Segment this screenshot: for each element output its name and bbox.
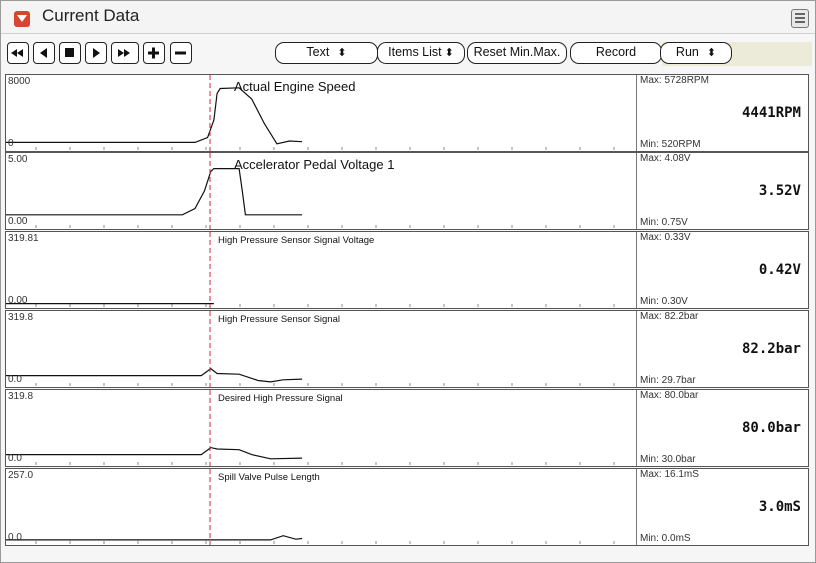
view-mode-select[interactable] (275, 42, 378, 64)
play-icon (86, 43, 106, 63)
signal-trace (6, 536, 302, 540)
y-min-label: 0 (8, 138, 14, 149)
signal-trace (6, 169, 302, 215)
title-bar (1, 1, 815, 34)
menu-icon[interactable] (791, 9, 809, 28)
step-back-button[interactable] (33, 42, 55, 64)
y-min-label: 0.0 (8, 453, 22, 464)
panel-title: High Pressure Sensor Signal (218, 314, 340, 325)
current-value: 0.42V (758, 262, 801, 278)
stop-icon (60, 43, 80, 63)
value-readout (637, 232, 808, 308)
chart-area (6, 75, 637, 151)
record-label: Record (595, 45, 637, 59)
value-readout (637, 390, 808, 466)
select-arrows-icon: ⬍ (337, 47, 347, 59)
chart-area (6, 232, 637, 308)
max-value: Max: 4.08V (640, 153, 691, 164)
panel-title: Desired High Pressure Signal (218, 393, 343, 404)
select-arrows-icon: ⬍ (706, 47, 717, 59)
stop-button[interactable] (59, 42, 81, 64)
signal-trace (6, 448, 302, 459)
view-mode-value: Text (306, 45, 330, 59)
items-list-label: Items List (388, 45, 442, 59)
panel-desired-high-pressure[interactable] (5, 389, 809, 467)
graph-panels (5, 74, 813, 550)
panel-high-pressure-sensor-voltage[interactable] (5, 231, 809, 309)
min-value: Min: 0.30V (640, 296, 688, 307)
panel-title: Accelerator Pedal Voltage 1 (234, 157, 395, 172)
panel-high-pressure-sensor-signal[interactable] (5, 310, 809, 388)
trace-svg (6, 469, 636, 545)
current-value: 82.2bar (741, 341, 801, 357)
rewind-fast-icon (8, 43, 28, 63)
y-max-label: 319.81 (8, 233, 39, 244)
max-value: Max: 0.33V (640, 232, 691, 243)
y-max-label: 319.8 (8, 391, 34, 402)
plus-icon (144, 43, 164, 63)
min-value: Min: 30.0bar (640, 454, 696, 465)
title-dropdown-icon[interactable] (14, 11, 30, 27)
select-arrows-icon: ⬍ (444, 47, 454, 59)
reset-min-max-button[interactable] (467, 42, 567, 64)
current-value: 80.0bar (741, 420, 801, 436)
current-value: 3.0mS (758, 499, 801, 515)
window-title: Current Data (42, 6, 140, 25)
panel-spill-valve-pulse-length[interactable] (5, 468, 809, 546)
value-readout (637, 153, 808, 229)
panel-title: Actual Engine Speed (234, 79, 356, 94)
min-value: Min: 29.7bar (640, 375, 696, 386)
fast-forward-button[interactable] (111, 42, 139, 64)
y-max-label: 319.8 (8, 312, 34, 323)
y-min-label: 0.00 (8, 295, 28, 306)
value-readout (637, 311, 808, 387)
chart-area (6, 153, 637, 229)
run-label: Run (675, 45, 699, 59)
chart-area (6, 390, 637, 466)
panel-title: Spill Valve Pulse Length (218, 472, 320, 483)
minus-icon (171, 43, 191, 63)
max-value: Max: 80.0bar (640, 390, 699, 401)
y-min-label: 0.0 (8, 532, 22, 543)
panel-title: High Pressure Sensor Signal Voltage (218, 235, 375, 246)
value-readout (637, 469, 808, 545)
panel-accelerator-pedal-voltage[interactable] (5, 152, 809, 230)
chart-area (6, 469, 637, 545)
y-min-label: 0.00 (8, 216, 28, 227)
current-value: 3.52V (758, 183, 801, 199)
step-back-icon (34, 43, 54, 63)
min-value: Min: 0.75V (640, 217, 688, 228)
y-max-label: 8000 (8, 76, 31, 87)
panel-actual-engine-speed[interactable] (5, 74, 809, 152)
rewind-fast-button[interactable] (7, 42, 29, 64)
max-value: Max: 82.2bar (640, 311, 699, 322)
run-select[interactable] (660, 42, 732, 64)
toolbar (4, 38, 812, 70)
items-list-button[interactable] (377, 42, 465, 64)
value-readout (637, 75, 808, 151)
y-max-label: 5.00 (8, 154, 28, 165)
current-value: 4441RPM (741, 105, 801, 121)
zoom-out-button[interactable] (170, 42, 192, 64)
signal-trace (6, 88, 302, 144)
record-button[interactable] (570, 42, 662, 64)
max-value: Max: 5728RPM (640, 75, 709, 86)
max-value: Max: 16.1mS (640, 469, 699, 480)
fast-forward-icon (112, 43, 138, 63)
y-min-label: 0.0 (8, 374, 22, 385)
step-forward-button[interactable] (85, 42, 107, 64)
chart-area (6, 311, 637, 387)
y-max-label: 257.0 (8, 470, 34, 481)
signal-trace (6, 369, 302, 382)
min-value: Min: 520RPM (640, 139, 701, 150)
min-value: Min: 0.0mS (640, 533, 691, 544)
zoom-in-button[interactable] (143, 42, 165, 64)
reset-label: Reset Min.Max. (473, 45, 561, 59)
